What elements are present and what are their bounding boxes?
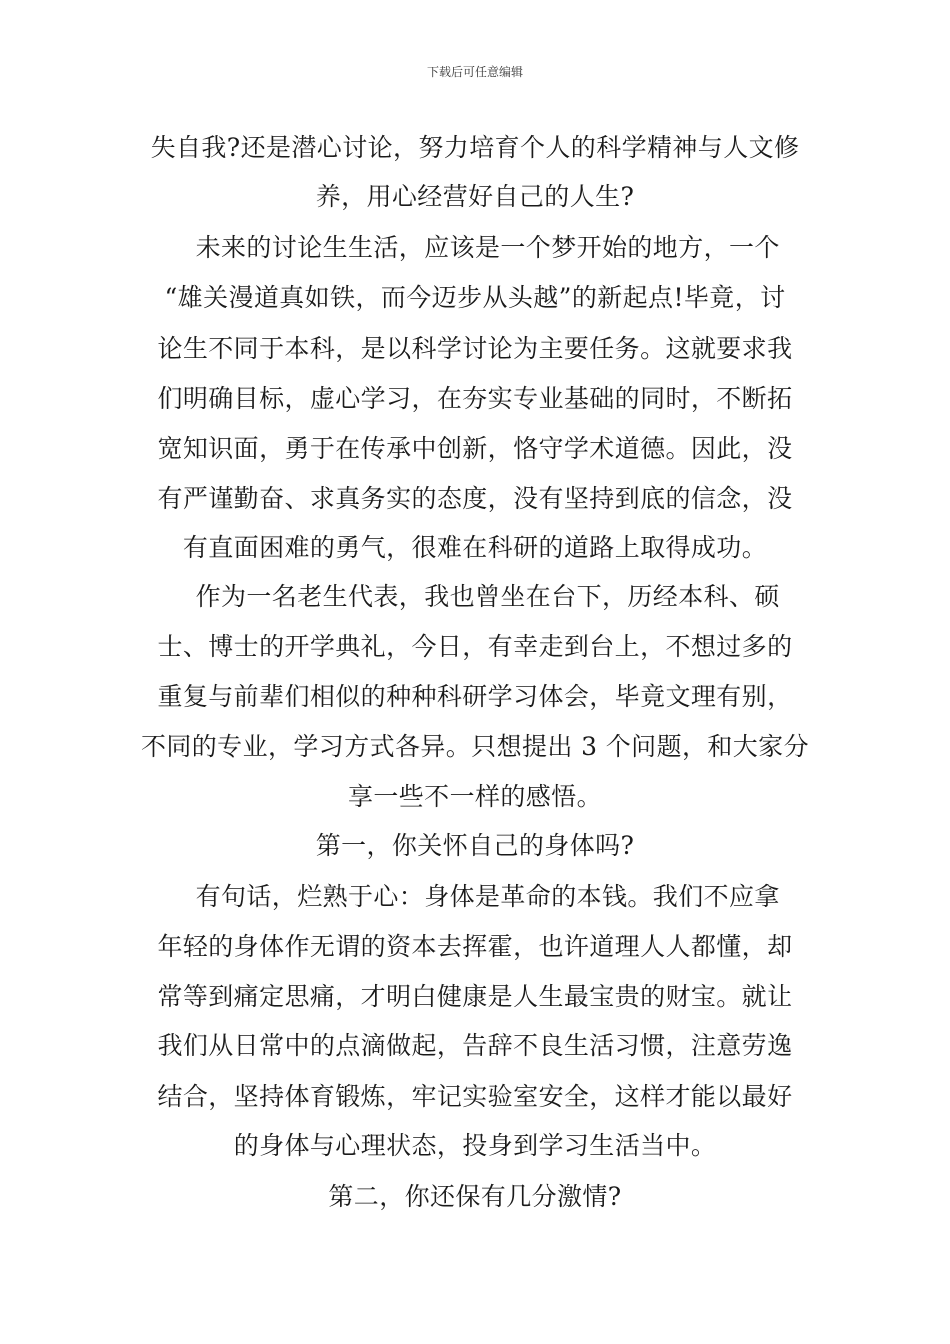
text-line: 宽知识面，勇于在传承中创新，恪守学术道德。因此，没 [157, 434, 793, 463]
page-header: 下载后可任意编辑 [426, 65, 523, 79]
section-heading: 第一，你关怀自己的身体吗? [315, 831, 635, 860]
text-line: 结合，坚持体育锻炼，牢记实验室安全，这样才能以最好 [157, 1082, 793, 1111]
text-line: 有句话，烂熟于心：身体是革命的本钱。我们不应拿 [170, 882, 780, 911]
text-line: 作为一名老生代表，我也曾坐在台下，历经本科、硕 [170, 582, 780, 611]
text-line: 享一些不一样的感悟。 [347, 782, 602, 811]
text-line: 的身体与心理状态，投身到学习生活当中。 [233, 1131, 717, 1160]
text-line: 有严谨勤奋、求真务实的态度，没有坚持到底的信念，没 [157, 484, 793, 513]
text-line: 年轻的身体作无谓的资本去挥霍，也许道理人人都懂，却 [157, 932, 793, 961]
text-line: 我们从日常中的点滴做起，告辞不良生活习惯，注意劳逸 [157, 1031, 793, 1060]
text-line: 们明确目标，虚心学习，在夯实专业基础的同时，不断拓 [157, 384, 793, 413]
text-line: 重复与前辈们相似的种种科研学习体会，毕竟文理有别， [157, 682, 793, 711]
text-line: 论生不同于本科，是以科学讨论为主要任务。这就要求我 [157, 334, 793, 363]
text-line: 常等到痛定思痛，才明白健康是人生最宝贵的财宝。就让 [157, 982, 793, 1011]
text-line: 士、博士的开学典礼，今日，有幸走到台上，不想过多的 [157, 632, 793, 661]
text-line: 有直面困难的勇气，很难在科研的道路上取得成功。 [182, 533, 768, 562]
text-line: 失自我?还是潜心讨论，努力培育个人的科学精神与人文修 [150, 133, 800, 162]
text-line: “雄关漫道真如铁，而今迈步从头越”的新起点!毕竟，讨 [164, 283, 786, 312]
text-line: 不同的专业，学习方式各异。只想提出 3 个问题，和大家分 [140, 732, 809, 761]
text-line: 养，用心经营好自己的人生? [315, 182, 635, 211]
section-heading: 第二，你还保有几分激情? [328, 1182, 622, 1211]
text-line: 未来的讨论生生活，应该是一个梦开始的地方，一个 [170, 233, 780, 262]
